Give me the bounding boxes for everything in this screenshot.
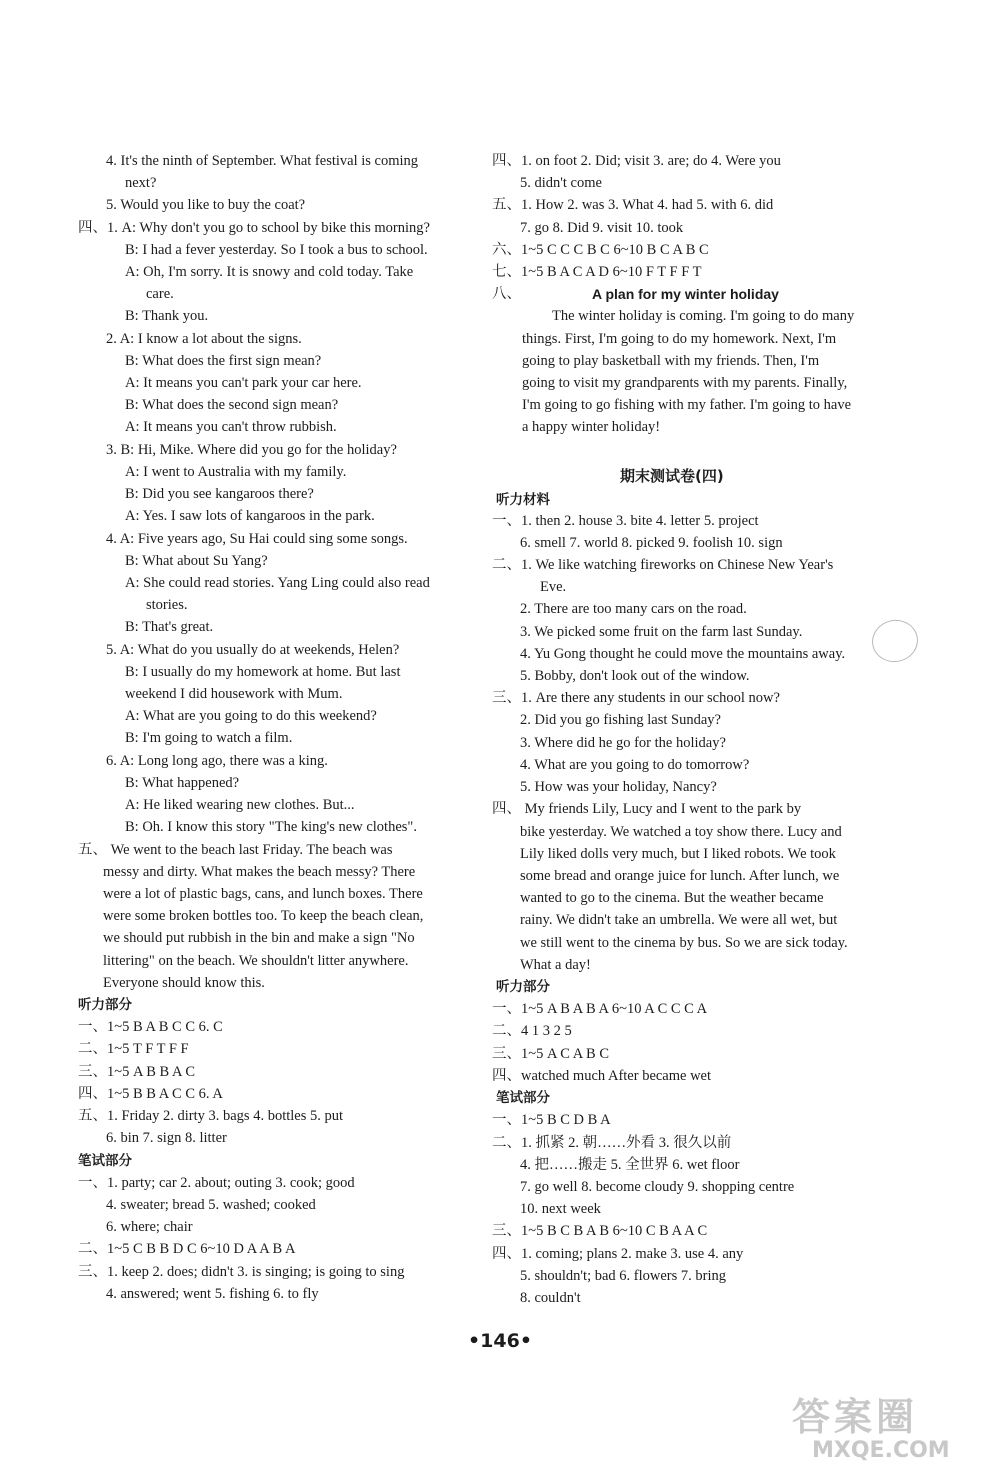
text-line: 3. Where did he go for the holiday? [520,735,726,751]
text-line: some bread and orange juice for lunch. After lunch, we [520,868,840,884]
essay-line: going to visit my grandparents with my parents. Finally, [522,375,848,391]
text-line: stories. [146,597,188,613]
answer-line: 10. next week [520,1201,601,1217]
text-line: 四、 My friends Lily, Lucy and I went to the park by [492,801,802,817]
text-line: 四、1. A: Why don't you go to school by bike this morning? [78,220,430,236]
text-line: A: It means you can't park your car here. [125,375,362,391]
answer-line: 七、1~5 B A C A D 6~10 F T F F T [492,264,702,280]
section-heading: 听力部分 [496,979,550,995]
text-line: 2. Did you go fishing last Sunday? [520,712,721,728]
answer-line: 五、1. Friday 2. dirty 3. bags 4. bottles 5. put [78,1108,344,1124]
watermark-url: MXQE.COM [812,1438,950,1463]
answer-line: 六、1~5 C C C B C 6~10 B C A B C [492,242,709,258]
text-line: A: She could read stories. Yang Ling could also read [125,575,430,591]
text-line: A: He liked wearing new clothes. But... [125,797,355,813]
answer-line: 二、1. 抓紧 2. 朝……外看 3. 很久以前 [492,1135,732,1151]
text-line: 五、 We went to the beach last Friday. The beach was [78,842,393,858]
answer-line: 二、1~5 C B B D C 6~10 D A A B A [78,1241,296,1257]
text-line: B: What does the first sign mean? [125,353,322,369]
text-line: A: What are you going to do this weekend? [125,708,377,724]
text-line: B: I had a fever yesterday. So I took a bus to school. [125,242,428,258]
essay-line: things. First, I'm going to do my homework. Next, I'm [522,331,837,347]
text-line: B: What about Su Yang? [125,553,268,569]
text-line: 八、 [492,286,521,302]
section-heading: 听力部分 [78,997,132,1013]
text-line: bike yesterday. We watched a toy show there. Lucy and [520,824,842,840]
answer-line: 5. didn't come [520,175,602,191]
answer-line: 四、1~5 B B A C C 6. A [78,1086,223,1102]
answer-line: 一、1~5 A B A B A 6~10 A C C C A [492,1001,708,1017]
text-line: B: What does the second sign mean? [125,397,339,413]
text-line: 三、1. Are there any students in our school now? [492,690,780,706]
answer-line: 7. go 8. Did 9. visit 10. took [520,220,684,236]
text-line: What a day! [520,957,591,973]
text-line: 3. B: Hi, Mike. Where did you go for the holiday? [106,442,397,458]
text-line: we still went to the cinema by bus. So we are sick today. [520,935,848,951]
text-line: 5. Would you like to buy the coat? [106,197,306,213]
text-line: 4. What are you going to do tomorrow? [520,757,750,773]
answer-line: 6. where; chair [106,1219,193,1235]
test-title: 期末测试卷(四) [620,467,724,485]
text-line: 一、1. then 2. house 3. bite 4. letter 5. project [492,513,759,529]
text-line: were some broken bottles too. To keep the beach clean, [103,908,424,924]
text-line: rainy. We didn't take an umbrella. We were all wet, but [520,912,838,928]
text-line: B: What happened? [125,775,240,791]
essay-line: The winter holiday is coming. I'm going to do many [552,308,855,324]
text-line: were a lot of plastic bags, cans, and lunch boxes. There [103,886,423,902]
answer-line: 四、1. coming; plans 2. make 3. use 4. any [492,1246,744,1262]
text-line: 5. How was your holiday, Nancy? [520,779,717,795]
stamp-icon [868,616,922,667]
answer-line: 三、1~5 A B B A C [78,1064,196,1080]
essay-line: I'm going to go fishing with my father. I'm going to have [522,397,852,413]
text-line: B: Did you see kangaroos there? [125,486,314,502]
answer-line: 五、1. How 2. was 3. What 4. had 5. with 6. did [492,197,774,213]
answer-line: 一、1~5 B A B C C 6. C [78,1019,223,1035]
answer-line: 一、1~5 B C D B A [492,1112,611,1128]
text-line: A: Yes. I saw lots of kangaroos in the park. [125,508,375,524]
text-line: B: That's great. [125,619,214,635]
text-line: Lily liked dolls very much, but I liked robots. We took [520,846,836,862]
answer-line: 三、1. keep 2. does; didn't 3. is singing; is going to sing [78,1264,405,1280]
text-line: A: It means you can't throw rubbish. [125,419,337,435]
text-line: 5. A: What do you usually do at weekends, Helen? [106,642,400,658]
text-line: messy and dirty. What makes the beach messy? There [103,864,416,880]
answer-line: 4. answered; went 5. fishing 6. to fly [106,1286,319,1302]
answer-line: 二、1~5 T F T F F [78,1041,189,1057]
text-line: A: Oh, I'm sorry. It is snowy and cold today. Take [125,264,414,280]
text-line: 4. It's the ninth of September. What festival is coming [106,153,419,169]
text-line: 二、1. We like watching fireworks on Chinese New Year's [492,557,834,573]
answer-line: 四、1. on foot 2. Did; visit 3. are; do 4. Were you [492,153,781,169]
text-line: B: I usually do my homework at home. But last [125,664,401,680]
answer-line: 4. sweater; bread 5. washed; cooked [106,1197,316,1213]
answer-line: 一、1. party; car 2. about; outing 3. cook; good [78,1175,355,1191]
watermark-logo [792,1395,992,1465]
text-line: B: Thank you. [125,308,209,324]
section-heading: 笔试部分 [496,1090,550,1106]
answer-line: 6. bin 7. sign 8. litter [106,1130,227,1146]
text-line: 6. A: Long long ago, there was a king. [106,753,328,769]
watermark-cn: 答案圈 [792,1395,919,1439]
page-number: •146• [468,1330,532,1352]
section-heading: 笔试部分 [78,1153,132,1169]
answer-line: 三、1~5 A C A B C [492,1046,610,1062]
text-line: care. [146,286,174,302]
text-line: 4. Yu Gong thought he could move the mountains away. [520,646,846,662]
text-line: 2. There are too many cars on the road. [520,601,747,617]
text-line: littering" on the beach. We shouldn't litter anywhere. [103,953,409,969]
text-line: A: I went to Australia with my family. [125,464,347,480]
text-line: 4. A: Five years ago, Su Hai could sing some songs. [106,531,408,547]
text-line: Eve. [540,579,567,595]
text-line: 5. Bobby, don't look out of the window. [520,668,750,684]
answer-line: 7. go well 8. become cloudy 9. shopping centre [520,1179,795,1195]
answer-line: 5. shouldn't; bad 6. flowers 7. bring [520,1268,726,1284]
text-line: we should put rubbish in the bin and make a sign "No [103,930,415,946]
answer-line: 二、4 1 3 2 5 [492,1023,572,1039]
text-line: weekend I did housework with Mum. [125,686,343,702]
answer-line: 8. couldn't [520,1290,581,1306]
text-line: 2. A: I know a lot about the signs. [106,331,302,347]
essay-line: a happy winter holiday! [522,419,661,435]
text-line: 3. We picked some fruit on the farm last Sunday. [520,624,803,640]
text-line: Everyone should know this. [103,975,265,991]
text-line: next? [125,175,157,191]
text-line: B: Oh. I know this story "The king's new clothes". [125,819,417,835]
answer-line: 4. 把……搬走 5. 全世界 6. wet floor [520,1157,740,1173]
text-line: 6. smell 7. world 8. picked 9. foolish 10. sign [520,535,783,551]
section-heading: 听力材料 [496,492,550,508]
essay-title: A plan for my winter holiday [592,286,779,302]
answer-line: 四、watched much After became wet [492,1068,712,1084]
text-line: B: I'm going to watch a film. [125,730,293,746]
answer-line: 三、1~5 B C B A B 6~10 C B A A C [492,1223,708,1239]
essay-line: going to play basketball with my friends. Then, I'm [522,353,820,369]
text-line: wanted to go to the cinema. But the weather became [520,890,824,906]
